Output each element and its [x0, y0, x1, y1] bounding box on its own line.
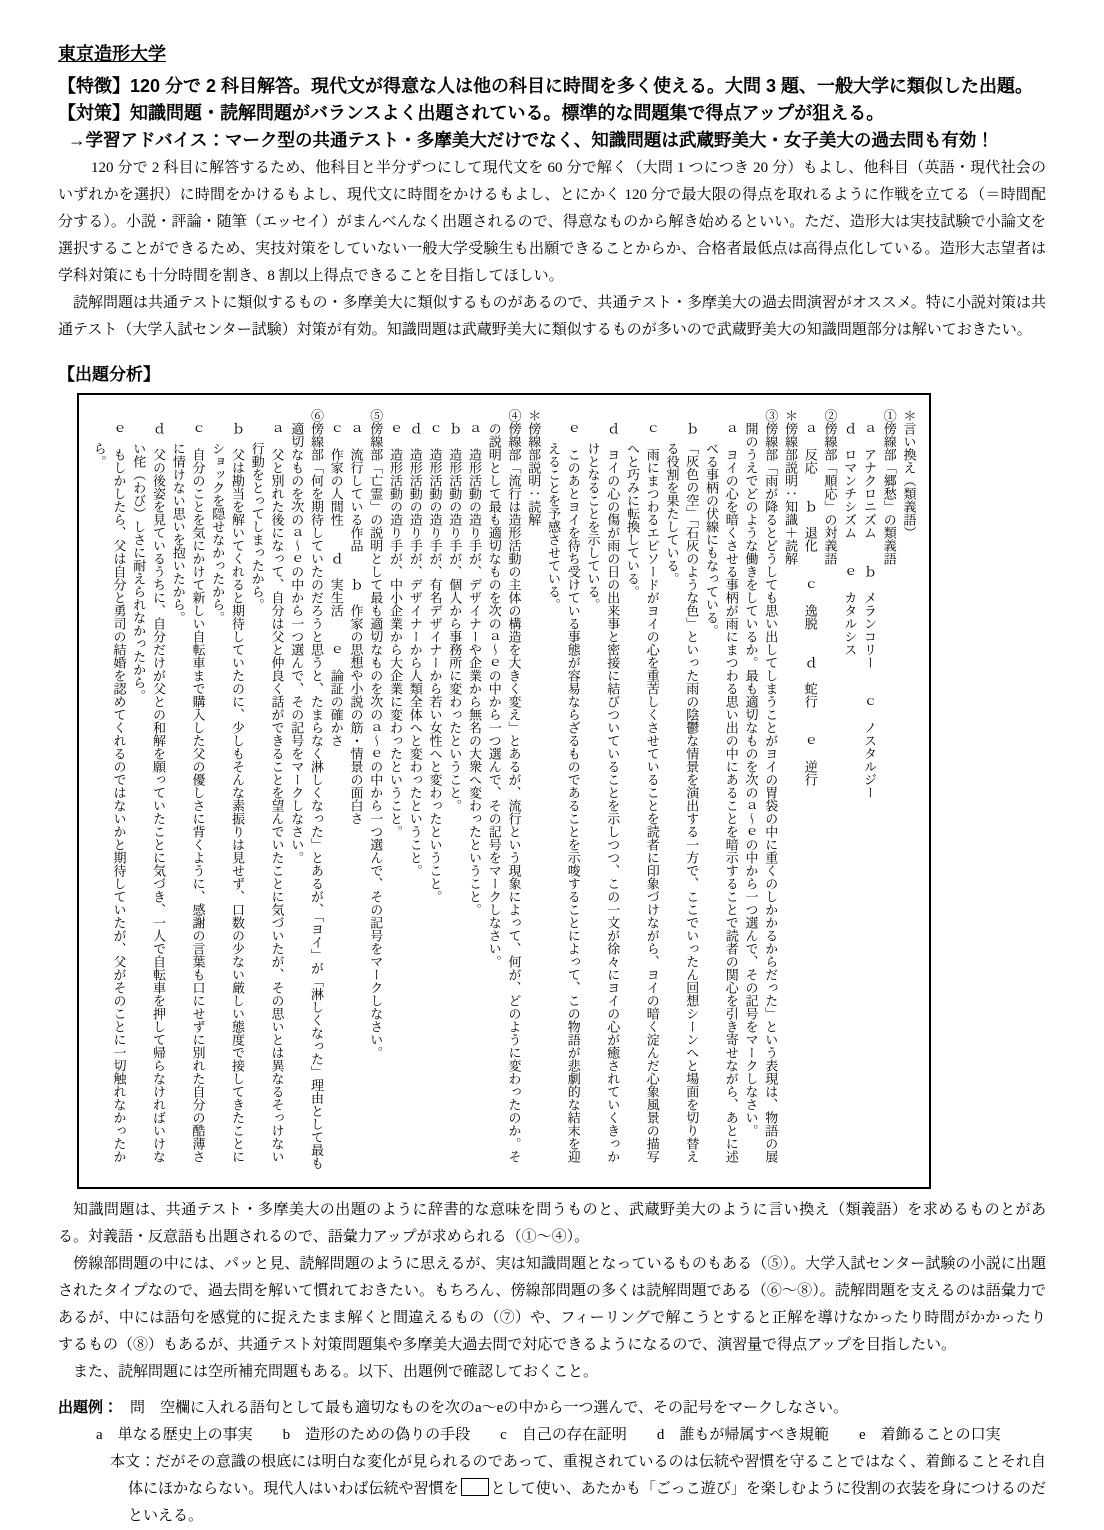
section-header-paraphrase: ＊言い換え（類義語） — [901, 409, 917, 540]
source-text-label: 本文： — [110, 1454, 156, 1471]
note-fill-in-questions: また、読解問題には空所補充問題もある。以下、出題例で確認しておくこと。 — [73, 1364, 599, 1381]
question-6-option-b: ｂ 父は勘当を解いてくれると期待していたのに、少しもそんな素振りは見せず、口数の少ない厳しい態度で接してきたことにショックを隠せなかったから。 — [210, 422, 245, 1164]
note-underline-questions: 傍線部問題の中には、パッと見、読解問題のように思えるが、実は知識問題となっているものもある（⑤）。大学入試センター試験の小説に出題されたタイプなので、過去問を解いて慣れておきたい。もちろん、傍線部問題の多くは読解問題である（⑥～⑧）。読解問題を支えるのは語彙力であるが、中には語句を感覚的に捉えたまま解くと間違えるもの（⑦）や、フィーリングで解こうとすると正解を導けなかったり時間がかかったりするもの（⑧）もあるが、共通テスト対策問題集や多摩美大過去問で対応できるようになるので、演習量で得点アップを目指したい。 — [58, 1256, 1046, 1354]
question-5: ⑤傍線部「亡霊」の説明として最も適切なものを次のａ～ｅの中から一つ選んで、その記号をマークしなさい。 — [368, 409, 384, 1060]
question-6-option-c: ｃ 自分のことを気にかけて新しい自転車まで購入した父の優しさに背くように、感謝の言葉も口にせずに別れた自分の酷薄さに情けない思いを抱いたから。 — [170, 422, 206, 1164]
fill-in-blank-box — [461, 1478, 489, 1496]
question-3-option-d: ｄ ヨイの心の傷が雨の日の出来事と密接に結びついていることを示しつつ、この一文が徐々にヨイの心が癒されていくきっかけとなることを示している。 — [585, 422, 621, 1164]
question-6: ⑥傍線部「何を期待していたのだろうと思うと、たまらなく淋しくなった」とあるが、「ヨイ」が「淋しくなった」理由として最も適切なものを次のａ～ｅの中から一つ選んで、その記号をマークしなさい。 — [289, 409, 324, 1170]
question-4-option-e: ｅ 造形活動の造り手が、中小企業から大企業に変わったということ。 — [388, 422, 403, 839]
section-header-knowledge-reading: ＊傍線部説明：知識＋読解 — [783, 409, 798, 566]
question-3-option-a: ａ ヨイの心を暗くさせる事柄が雨にまつわる思い出の中にあることを暗示することで読者の関心を引き寄せながら、あとに述べる事柄の伏線にもなっている。 — [704, 422, 739, 1164]
note-knowledge-questions: 知識問題は、共通テスト・多摩美大の出題のように辞書的な意味を問うものと、武蔵野美大のように言い換え（類義語）を求めるものとがある。対義語・反意語も出題されるので、語彙力アップが求められる（①～④）。 — [58, 1202, 1046, 1246]
exam-analysis-box — [77, 393, 931, 1189]
question-4-option-d: ｄ 造形活動の造り手が、デザイナーから人類全体へと変わったということ。 — [407, 422, 423, 878]
example-label: 出題例： — [58, 1399, 119, 1417]
question-3-option-e: ｅ このあとヨイを待ち受けている事態が容易ならざるものであることを示唆することによって、この物語が悲劇的な結末を迎えることを予感させている。 — [546, 422, 581, 1164]
study-advice-line: →学習アドバイス：マーク型の共通テスト・多摩美大だけでなく、知識問題は武蔵野美大・女子美大の過去問も有効！ — [68, 129, 994, 150]
question-5-options-cde: ｃ 作家の人間性 ｄ 実生活 ｅ 論証の確かさ — [328, 422, 344, 748]
example-question-section — [58, 1394, 1046, 1530]
source-text-before-blank: だがその意識の根底には明白な変化が見られるのであって、重視されているのは伝統や習慣を守ることではなく、着飾ることそれ自体にほかならない。現代人はいわば伝統や習慣を — [128, 1454, 1046, 1498]
feature-line: 【特徴】120 分で 2 科目解答。現代文が得意な人は他の科目に時間を多く使える。大問 3 題、一般大学に類似した出題。 — [58, 76, 1034, 96]
question-2-options: ａ 反応 ｂ 退化 ｃ 逸脱 ｄ 蛇行 ｅ 逆行 — [802, 422, 818, 787]
question-4-option-b: ｂ 造形活動の造り手が、個人から事務所に変わったということ。 — [447, 422, 463, 813]
strategy-paragraph: 120 分で 2 科目に解答するため、他科目と半分ずつにして現代文を 60 分で解く（大問 1 つにつき 20 分）もよし、他科目（英語・現代社会のいずれかを選択）に時間をかけるもよし、現代文に時間をかけるもよし、とにかく 120 分で最大限の得点を取れるように作戦を立てる（＝時間配分する）。小説・評論・随筆（エッセイ）がまんべんなく出題されるので、得意なものから解き始めるといい。ただ、造形大は実技試験で小論文を選択することができるため、実技対策をしていない一般大学受験生も出願できることからか、合格者最低点は高得点化している。造形大志望者は学科対策にも十分時間を割き、8 割以上得点できることを目指してほしい。 — [58, 160, 1046, 285]
question-3-option-c: ｃ 雨にまつわるエピソードがヨイの心を重苦しくさせていることを読者に印象づけながら、ヨイの暗く淀んだ心象風景の描写へと巧みに転換している。 — [625, 422, 660, 1164]
question-3: ③傍線部「雨が降るとどうしても思い出してしまうことがヨイの胃袋の中に重くのしかかるからだった」という表現は、物語の展開のうえでどのような働きをしているか。最も適切なものを次のａ～ｅの中から一つ選んで、その記号をマークしなさい。 — [743, 409, 779, 1164]
example-question-line — [58, 1394, 1046, 1422]
question-1-options-abc: ａ アナクロニズム ｂ メランコリー ｃ ノスタルジー — [862, 422, 877, 800]
question-6-option-e: ｅ もしかしたら、父は自分と勇司の結婚を認めてくれるのではないかと期待していたが、父がそのことに一切触れなかったから。 — [91, 422, 127, 1164]
question-6-option-d: ｄ 父の後姿を見ているうちに、自分だけが父との和解を願っていたことに気づき、一人で自転車を押して帰らなければいけない侘（わび）しさに耐えられなかったから。 — [131, 422, 166, 1164]
example-source-line — [110, 1449, 1046, 1530]
source-text-after-blank: として使い、あたかも「ごっこ遊び」を楽しむように役割の衣装を身につけるのだといえる。 — [128, 1481, 1046, 1525]
page-title: 東京造形大学 — [58, 44, 166, 64]
question-5-options-ab: ａ 流行している作品 ｂ 作家の思想や小説の筋・情景の面白さ — [348, 422, 364, 826]
question-1-options-de: ｄ ロマンチシズム ｅ カタルシス — [842, 422, 858, 657]
question-3-option-b: ｂ 「灰色の空」「石灰のような色」といった雨の陰鬱な情景を演出する一方で、ここでいったん回想シーンへと場面を切り替える役割を果たしている。 — [664, 422, 700, 1164]
question-1: ①傍線部「郷愁」の類義語 — [881, 409, 897, 566]
example-question-text: 問 空欄に入れる語句として最も適切なものを次のa～eの中から一つ選んで、その記号をマークしなさい。 — [130, 1400, 849, 1417]
question-4-option-c: ｃ 造形活動の造り手が、有名デザイナーから若い女性へと変わったということ。 — [427, 422, 443, 904]
analysis-notes — [58, 1197, 1046, 1386]
analysis-heading: 【出題分析】 — [58, 365, 160, 385]
question-4-option-a: ａ 造形活動の造り手が、デザイナーや企業から無名の大衆へ変わったということ。 — [467, 422, 482, 917]
section-header-reading: ＊傍線部説明：読解 — [526, 409, 542, 527]
question-2: ②傍線部「順応」の対義語 — [822, 409, 838, 566]
measures-line: 【対策】知識問題・読解問題がバランスよく出題されている。標準的な問題集で得点アップが狙える。 — [58, 103, 885, 124]
question-6-option-a: ａ 父と別れた後になって、自分は父と仲良く話ができることを望んでいたことに気づいたが、その思いとは異なるそっけない行動をとってしまったから。 — [249, 422, 285, 1164]
recommendation-paragraph: 読解問題は共通テストに類似するもの・多摩美大に類似するものがあるので、共通テスト・多摩美大の過去問演習がオススメ。特に小説対策は共通テスト（大学入試センター試験）対策が有効。知識問題は武蔵野美大に類似するものが多いので武蔵野美大の知識問題部分は解いておきたい。 — [58, 295, 1046, 339]
question-4: ④傍線部「流行は造形活動の主体の構造を大きく変え」とあるが、流行という現象によって、何が、どのように変わったのか。その説明として最も適切なものを次のａ～ｅの中から一つ選んで、その記号をマークしなさい。 — [486, 409, 522, 1164]
example-options-line: a 単なる歴史上の事実 b 造形のための偽りの手段 c 自己の存在証明 d 誰もが帰属すべき規範 e 着飾ることの口実 — [96, 1427, 1001, 1444]
